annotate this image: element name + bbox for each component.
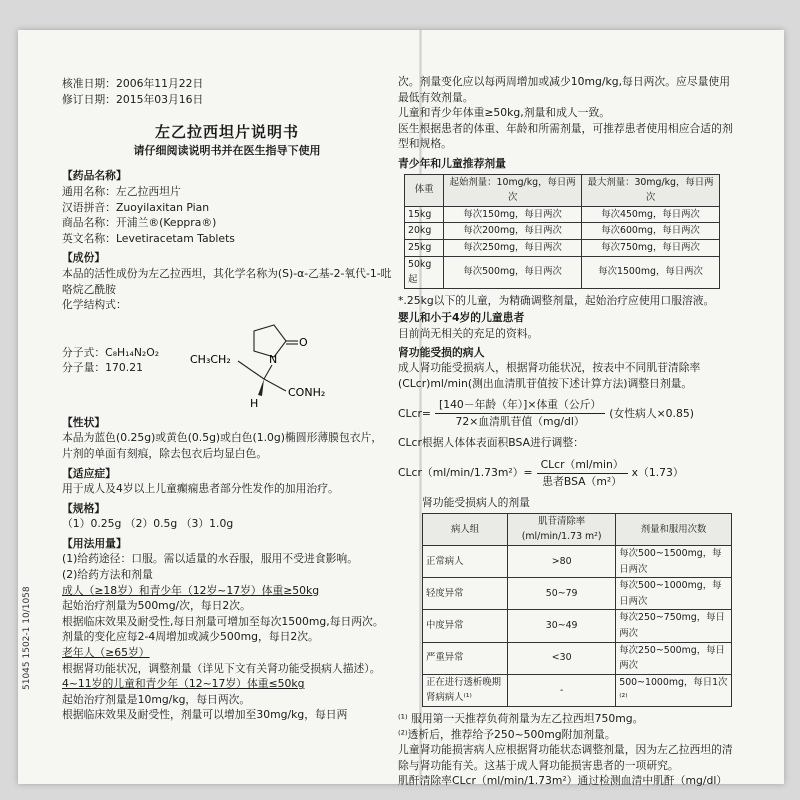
clcr-label: CLcr= [398, 406, 431, 420]
indication-text: 用于成人及4岁以上儿童癫痫患者部分性发作的加用治疗。 [62, 482, 339, 496]
infant-text: 目前尚无相关的充足的资料。 [398, 326, 539, 340]
approval-date: 核准日期：2006年11月22日 [62, 77, 204, 90]
table-cell: 轻度异常 [423, 578, 508, 610]
renal-text: 成人肾功能受损病人，根据肾功能状况，按表中不同肌苷清除率(CLcr)ml/min(测出血清肌苷值按下述计算方法)调整日剂量。 [398, 361, 701, 390]
clcr-formula [398, 397, 738, 429]
table-header: 病人组 [423, 513, 508, 545]
table-cell: 正在进行透析晚期肾病病人⁽¹⁾ [423, 674, 508, 706]
document-subtitle: 请仔细阅读说明书并在医生指导下使用 [133, 143, 321, 157]
drug-name-heading: 【药品名称】 [62, 169, 127, 183]
footnote-2: ⁽²⁾透析后，推荐给予250~500mg附加剂量。 [398, 727, 616, 741]
renal-table-title: 肾功能受损病人的剂量 [422, 496, 530, 510]
table-row [423, 642, 732, 674]
revision-date: 修订日期：2015年03月16日 [62, 92, 204, 106]
table-cell: 50~79 [508, 578, 616, 610]
table-header: 起始剂量：10mg/kg，每日两次 [444, 174, 582, 206]
child-over-50kg-text: 儿童和青少年体重≥50kg,剂量和成人一致。 [398, 106, 611, 120]
renal-dose-table [422, 513, 732, 707]
clcr-denominator: 72×血清肌苷值（mg/dl） [455, 414, 585, 428]
table-cell: 每次250~750mg，每日两次 [616, 610, 732, 642]
table-row [405, 206, 720, 223]
table-cell: 500~1000mg，每日1次⁽²⁾ [616, 674, 732, 706]
usage-adult-heading: 成人（≥18岁）和青少年（12岁~17岁）体重≥50kg [62, 583, 320, 597]
dose-change-text: 次。剂量变化应以每两周增加或减少10mg/kg,每日两次。应尽量使用最低有效剂量。 [398, 75, 731, 104]
structure-o: O [299, 335, 308, 349]
table-cell: 中度异常 [423, 610, 508, 642]
molecular-formula: 分子式：C₈H₁₄N₂O₂ [62, 345, 160, 359]
table-row [423, 674, 732, 706]
usage-method: (2)给药方法和剂量 [62, 568, 153, 582]
usage-route: (1)给药途径：口服。需以适量的水吞服，服用不受进食影响。 [62, 552, 359, 566]
bsa-intro: CLcr根据人体体表面积BSA进行调整： [398, 436, 584, 450]
generic-name: 通用名称：左乙拉西坦片 [62, 184, 181, 198]
pinyin-name: 汉语拼音：Zuoyilaxitan Pian [62, 200, 210, 214]
table-cell: 每次500mg，每日两次 [444, 256, 582, 288]
doctor-recommend-text: 医生根据患者的体重、年龄和所需剂量，可推荐患者使用相应合适的剂型和规格。 [398, 121, 733, 151]
table-cell: >80 [508, 546, 616, 578]
table-header: 体重 [405, 174, 444, 206]
usage-child-start: 起始治疗剂量是10mg/kg，每日两次。 [62, 692, 251, 706]
ingredients-heading: 【成份】 [62, 251, 106, 265]
table-row [423, 610, 732, 642]
ingredients-text: 本品的活性成份为左乙拉西坦，其化学名称为(S)-α-乙基-2-氧代-1-吡咯烷乙酰胺 [62, 266, 392, 296]
pediatric-dose-table [404, 174, 720, 289]
structure-n: N [269, 352, 278, 366]
under-25kg-note: *.25kg以下的儿童，为精确调整剂量，起始治疗应使用口服溶液。 [398, 293, 715, 307]
bsa-numerator: CLcr（ml/min） [537, 457, 628, 474]
table-header: 最大剂量：30mg/kg，每日两次 [582, 174, 720, 206]
table-cell: 每次250mg，每日两次 [444, 239, 582, 256]
child-renal-text: 儿童肾功能损害病人应根据肾功能状态调整剂量，因为左乙拉西坦的清除与肾功能有关。这基于成人肾功能损害患者的一项研究。 [398, 743, 733, 772]
usage-adult-start: 起始治疗剂量为500mg/次，每日2次。 [62, 599, 251, 613]
clcr-measure-text: 肌酐清除率CLcr（ml/min/1.73m²）通过检测血清中肌酐（mg/dl） [398, 774, 728, 788]
table-cell: 每次500~1000mg，每日两次 [616, 578, 732, 610]
table-cell: 每次1500mg，每日两次 [582, 256, 720, 288]
table-cell: 每次500~1500mg，每日两次 [616, 546, 732, 578]
character-heading: 【性状】 [62, 415, 106, 429]
table-cell: 每次600mg，每日两次 [582, 223, 720, 240]
usage-elderly-heading: 老年人（≥65岁） [62, 646, 150, 660]
table-row [423, 578, 732, 610]
infant-heading: 婴儿和小于4岁的儿童患者 [398, 311, 525, 325]
side-code: 51045 1502-1 10/1058 [22, 586, 32, 690]
table-header: 肌苷清除率(ml/min/1.73 m²) [508, 513, 616, 545]
clcr-numerator: [140－年龄（年）]×体重（公斤） [435, 397, 605, 414]
trade-name: 商品名称：开浦兰®(Keppra®) [62, 216, 217, 230]
table-cell: <30 [508, 642, 616, 674]
structure-diagram [190, 315, 340, 411]
table-row [405, 256, 720, 288]
document-title: 左乙拉西坦片说明书 [154, 123, 299, 142]
table-row [405, 239, 720, 256]
bsa-factor: x（1.73） [631, 466, 684, 480]
table-cell: 50kg起 [405, 256, 444, 288]
table-row [405, 223, 720, 240]
structure-conh2: CONH₂ [288, 385, 326, 399]
table-cell: 每次250~500mg，每日两次 [616, 642, 732, 674]
indication-heading: 【适应症】 [62, 466, 116, 480]
footnote-1: ⁽¹⁾ 服用第一天推荐负荷剂量为左乙拉西坦750mg。 [398, 711, 644, 725]
clcr-female-factor: (女性病人×0.85) [609, 406, 694, 420]
character-text: 本品为蓝色(0.25g)或黄色(0.5g)或白色(1.0g)椭圆形薄膜包衣片，片剂的单面有刻痕，除去包衣后均显白色。 [62, 431, 383, 460]
left-column [62, 76, 392, 723]
usage-child-heading: 4~11岁的儿童和青少年（12~17岁）体重≤50kg [62, 677, 305, 691]
molecular-weight: 分子量：170.21 [62, 361, 143, 375]
table-cell: 20kg [405, 223, 444, 240]
bsa-denominator: 患者BSA（m²） [542, 474, 622, 488]
right-column [398, 74, 738, 789]
usage-adult-adjust: 根据临床效果及耐受性,每日剂量可增加至每次1500mg,每日两次。剂量的变化应每2-4周增加或减少500mg，每日2次。 [62, 614, 384, 644]
bsa-formula [398, 457, 738, 489]
table-cell: 30~49 [508, 610, 616, 642]
english-name: 英文名称：Levetiracetam Tablets [62, 231, 235, 245]
spec-heading: 【规格】 [62, 501, 106, 515]
structure-ethyl: CH₃CH₂ [190, 352, 231, 366]
table-cell: 正常病人 [423, 546, 508, 578]
chemical-structure [62, 315, 392, 411]
table-cell: 每次150mg，每日两次 [444, 206, 582, 223]
table-header: 剂量和服用次数 [616, 513, 732, 545]
table-cell: 每次750mg，每日两次 [582, 239, 720, 256]
usage-elderly-text: 根据肾功能状况，调整剂量（详见下文有关肾功能受损病人描述）。 [62, 661, 381, 675]
table-cell: 每次450mg，每日两次 [582, 206, 720, 223]
usage-heading: 【用法用量】 [62, 536, 127, 550]
table-cell: - [508, 674, 616, 706]
table-cell: 25kg [405, 239, 444, 256]
renal-heading: 肾功能受损的病人 [398, 345, 485, 359]
usage-child-adjust: 根据临床效果及耐受性，剂量可以增加至30mg/kg，每日两 [62, 708, 348, 722]
pediatric-table-title: 青少年和儿童推荐剂量 [398, 156, 506, 170]
spec-text: （1）0.25g （2）0.5g （3）1.0g [62, 517, 234, 531]
bsa-lhs: CLcr（ml/min/1.73m²）= [398, 466, 533, 480]
structure-label: 化学结构式： [62, 298, 127, 312]
structure-h: H [250, 396, 259, 410]
table-row [423, 546, 732, 578]
table-cell: 严重异常 [423, 642, 508, 674]
table-cell: 15kg [405, 206, 444, 223]
table-cell: 每次200mg，每日两次 [444, 223, 582, 240]
